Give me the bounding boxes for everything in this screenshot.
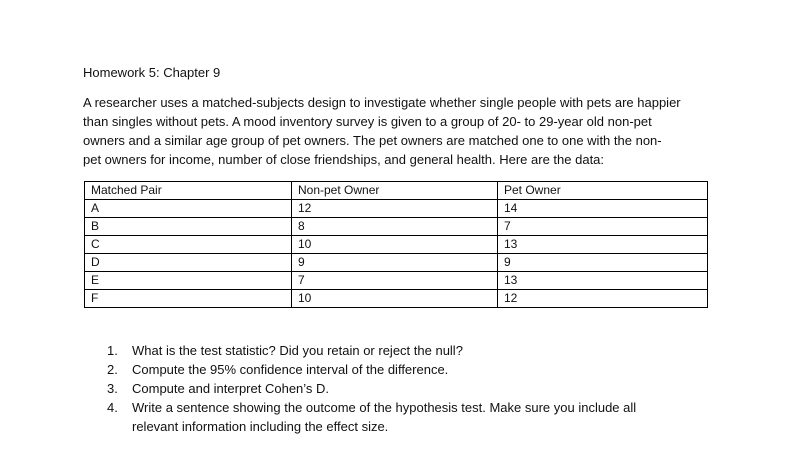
table-row [85, 236, 708, 254]
cell-pair: C [85, 236, 292, 254]
cell-non-pet-owner: 7 [292, 272, 498, 290]
intro-line: owners and a similar age group of pet owners. The pet owners are matched one to one with the non- [83, 133, 662, 148]
cell-pet-owner: 14 [498, 200, 708, 218]
cell-pair: D [85, 254, 292, 272]
intro-line: pet owners for income, number of close friendships, and general health. Here are the data: [83, 152, 605, 167]
data-table [84, 181, 708, 308]
table-row [85, 290, 708, 308]
cell-pair: E [85, 272, 292, 290]
cell-pet-owner: 7 [498, 218, 708, 236]
cell-non-pet-owner: 9 [292, 254, 498, 272]
table-row [85, 200, 708, 218]
cell-pet-owner: 12 [498, 290, 708, 308]
question-line: Compute and interpret Cohen’s D. [132, 381, 330, 396]
cell-non-pet-owner: 8 [292, 218, 498, 236]
cell-pair: A [85, 200, 292, 218]
header-pet-owner: Pet Owner [498, 182, 708, 200]
cell-pet-owner: 13 [498, 236, 708, 254]
question-item [107, 379, 636, 398]
intro-line: than singles without pets. A mood inventory survey is given to a group of 20- to 29-year old non-pet [83, 114, 652, 129]
question-text [132, 398, 636, 436]
question-item [107, 341, 636, 360]
intro-paragraph [83, 93, 723, 169]
cell-non-pet-owner: 12 [292, 200, 498, 218]
table-row [85, 272, 708, 290]
cell-pet-owner: 9 [498, 254, 708, 272]
cell-pair: B [85, 218, 292, 236]
question-number: 2. [107, 362, 118, 377]
cell-pet-owner: 13 [498, 272, 708, 290]
document-heading: Homework 5: Chapter 9 [83, 65, 221, 80]
table-row [85, 254, 708, 272]
header-non-pet-owner: Non-pet Owner [292, 182, 498, 200]
question-number: 4. [107, 400, 118, 415]
intro-line: A researcher uses a matched-subjects design to investigate whether single people with pets are happier [83, 95, 681, 110]
header-matched-pair: Matched Pair [85, 182, 292, 200]
cell-pair: F [85, 290, 292, 308]
table-row [85, 218, 708, 236]
cell-non-pet-owner: 10 [292, 236, 498, 254]
question-text [132, 379, 636, 398]
question-text [132, 360, 636, 379]
cell-non-pet-owner: 10 [292, 290, 498, 308]
table-header-row [85, 182, 708, 200]
question-line: relevant information including the effect size. [132, 419, 389, 434]
question-item [107, 360, 636, 379]
question-text [132, 341, 636, 360]
question-list [107, 341, 636, 436]
question-number: 3. [107, 381, 118, 396]
question-number: 1. [107, 343, 118, 358]
question-item [107, 398, 636, 436]
question-line: Write a sentence showing the outcome of the hypothesis test. Make sure you include all [132, 400, 637, 415]
question-line: What is the test statistic? Did you retain or reject the null? [132, 343, 463, 358]
question-line: Compute the 95% confidence interval of the difference. [132, 362, 449, 377]
